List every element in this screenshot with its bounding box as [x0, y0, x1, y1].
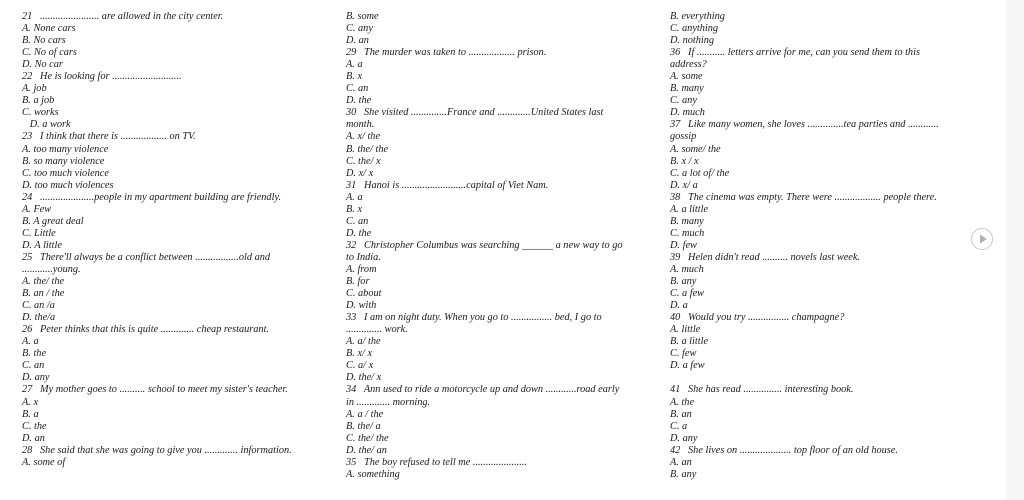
text-line: B. many — [670, 83, 704, 95]
text-line: A. an — [670, 456, 692, 468]
text-line: 42 She lives on .................... top floor of an old house. — [670, 444, 898, 456]
text-line: A. None cars — [22, 23, 76, 35]
text-line: A. from — [346, 263, 377, 275]
text-line: B. some — [346, 11, 379, 22]
text-line: D. x/ x — [346, 167, 374, 179]
text-line: D. a few — [670, 360, 705, 372]
text-line: 21 ....................... are allowed in the city center. — [22, 11, 224, 22]
text-line: D. a — [670, 300, 688, 312]
text-line: C. about — [346, 288, 382, 300]
text-line: A. the — [670, 396, 695, 408]
text-line: 39 Helen didn't read .......... novels last week. — [670, 251, 860, 263]
text-line: D. an — [346, 35, 369, 47]
text-line: B. the/ a — [346, 420, 381, 432]
text-line: 38 The cinema was empty. There were .................. people there. — [670, 191, 937, 203]
text-line: A. a/ the — [346, 336, 381, 348]
text-line: A. the/ the — [22, 276, 65, 288]
text-line: B. the/ the — [346, 143, 389, 155]
text-line: D. the/a — [22, 312, 56, 324]
text-line: to India. — [346, 251, 381, 263]
text-line: B. any — [670, 276, 697, 288]
text-line: D. the/ an — [346, 444, 387, 456]
text-line: 41 She has read ............... interesting book. — [670, 384, 854, 396]
text-line: gossip — [670, 131, 697, 143]
text-line: C. works — [22, 107, 59, 119]
text-line: D. any — [670, 432, 698, 444]
text-line: B. an / the — [22, 288, 65, 300]
text-line: 40 Would you try ................ champagne? — [670, 312, 845, 324]
text-line: C. an — [346, 83, 369, 95]
text-line: B. a job — [22, 95, 55, 107]
text-line: D. the — [346, 95, 372, 107]
text-line: C. an — [346, 215, 369, 227]
text-line: C. the/ x — [346, 155, 381, 167]
text-line: 26 Peter thinks that this is quite ............. cheap restaurant. — [22, 324, 270, 336]
text-line: C. a — [670, 420, 688, 432]
text-line: 27 My mother goes to .......... school to meet my sister's teacher. — [22, 384, 288, 396]
column-left — [22, 11, 327, 469]
text-line: C. the/ the — [346, 432, 389, 444]
text-line: B. x/ x — [346, 348, 373, 360]
text-line: B. an — [670, 408, 692, 420]
text-line: 37 Like many women, she loves ..............tea parties and ............ — [670, 119, 939, 131]
text-line: B. the — [22, 348, 47, 360]
text-line: D. with — [346, 300, 377, 312]
text-line: D. nothing — [670, 35, 715, 47]
text-line: D. No car — [22, 59, 63, 71]
text-line: .............. work. — [346, 324, 408, 336]
text-line: C. an — [22, 360, 45, 372]
text-line: C. any — [346, 23, 373, 35]
text-line: D. any — [22, 372, 50, 384]
text-line: C. anything — [670, 23, 719, 35]
text-line: C. few — [670, 348, 697, 360]
text-line: D. few — [670, 239, 697, 251]
text-line: D. the — [346, 227, 372, 239]
play-button[interactable] — [971, 228, 993, 250]
text-line: 22 He is looking for ........................... — [22, 71, 182, 83]
column-middle — [346, 11, 646, 481]
text-line: C. too much violence — [22, 167, 109, 179]
text-line: B. x — [346, 203, 363, 215]
text-line: A. too many violence — [22, 143, 109, 155]
text-line: C. Little — [22, 227, 56, 239]
text-line: A. job — [22, 83, 47, 95]
text-line — [670, 372, 965, 384]
text-line: 35 The boy refused to tell me ..................... — [346, 456, 527, 468]
text-line: 25 There'll always be a conflict between .................old and — [22, 251, 271, 263]
text-line: D. an — [22, 432, 45, 444]
text-line: 33 I am on night duty. When you go to ................ bed, I go to — [346, 312, 602, 324]
text-line: 28 She said that she was going to give you ............. information. — [22, 444, 292, 456]
text-line: A. a — [346, 59, 363, 71]
text-line: B. a little — [670, 336, 709, 348]
text-line: C. a few — [670, 288, 705, 300]
text-line: A. much — [670, 263, 704, 275]
text-line: C. a lot of/ the — [670, 167, 730, 179]
text-line: B. so many violence — [22, 155, 105, 167]
text-line: 36 If ........... letters arrive for me, can you send them to this — [670, 47, 920, 59]
text-line: 29 The murder was taken to .................. prison. — [346, 47, 547, 59]
text-line: C. a/ x — [346, 360, 374, 372]
text-line: C. an /a — [22, 300, 55, 312]
text-line: B. for — [346, 276, 370, 288]
text-line: B. many — [670, 215, 704, 227]
text-line: A. some — [670, 71, 703, 83]
text-line: A. little — [670, 324, 701, 336]
text-line: 31 Hanoi is .........................capital of Viet Nam. — [346, 179, 549, 191]
text-line: D. much — [670, 107, 705, 119]
text-line: 30 She visited ..............France and .............United States last — [346, 107, 604, 119]
text-line: A. a / the — [346, 408, 384, 420]
text-line: B. a — [22, 408, 39, 420]
text-line: D. the/ x — [346, 372, 382, 384]
text-line: in ............. morning. — [346, 396, 431, 408]
text-line: 32 Christopher Columbus was searching ______ a new way to go — [346, 239, 623, 251]
text-line: A. x — [22, 396, 39, 408]
text-line: B. No cars — [22, 35, 66, 47]
text-line: A. a — [346, 191, 363, 203]
text-line: B. any — [670, 468, 697, 480]
text-line: D. A little — [22, 239, 62, 251]
text-line: ............young. — [22, 263, 81, 275]
text-line: B. x — [346, 71, 363, 83]
text-line: C. No of cars — [22, 47, 77, 59]
text-line: address? — [670, 59, 707, 71]
text-line: 23 I think that there is .................. on TV. — [22, 131, 196, 143]
text-line: B. everything — [670, 11, 725, 22]
text-line: D. too much violences — [22, 179, 114, 191]
text-line: C. any — [670, 95, 697, 107]
text-line: month. — [346, 119, 375, 131]
text-line: 34 Ann used to ride a motorcycle up and down ............road early — [346, 384, 620, 396]
text-line: A. a — [22, 336, 39, 348]
play-icon — [977, 233, 989, 245]
text-line: 24 .....................people in my apartment building are friendly. — [22, 191, 282, 203]
viewer-edge — [1006, 0, 1024, 500]
text-line: A. Few — [22, 203, 52, 215]
text-line: A. a little — [670, 203, 709, 215]
text-line: D. a work — [22, 119, 71, 131]
text-line: A. something — [346, 468, 400, 480]
text-line: C. the — [22, 420, 47, 432]
text-line: B. A great deal — [22, 215, 84, 227]
column-right — [670, 11, 965, 481]
text-line: B. x / x — [670, 155, 699, 167]
text-line: A. some/ the — [670, 143, 721, 155]
text-line: A. some of — [22, 456, 66, 468]
text-line: C. much — [670, 227, 705, 239]
text-line: D. x/ a — [670, 179, 698, 191]
text-line: A. x/ the — [346, 131, 381, 143]
